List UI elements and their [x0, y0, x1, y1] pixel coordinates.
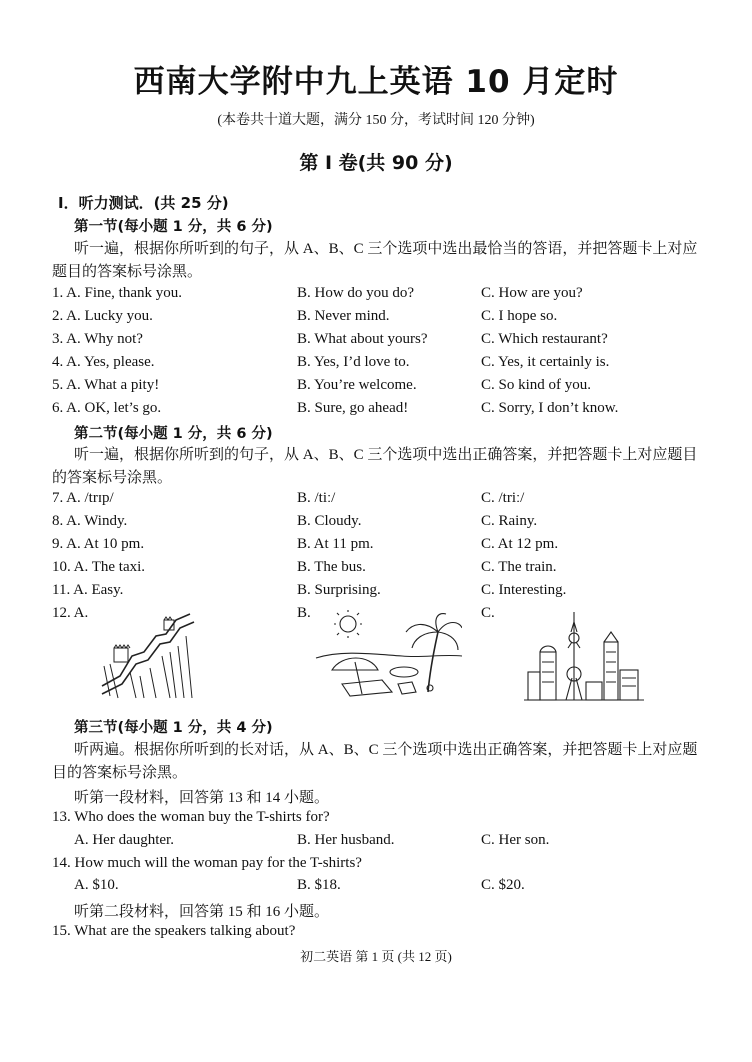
q5-option-c: C. So kind of you.: [481, 377, 592, 393]
exam-subtitle: (本卷共十道大题，满分 150 分，考试时间 120 分钟): [217, 113, 535, 128]
q8-option-b: B. Cloudy.: [297, 513, 362, 529]
q1-option-b: B. How do you do?: [297, 285, 415, 301]
q7-option-a: 7. A. /trɪp/: [52, 490, 114, 506]
q7-option-c: C. /triː/: [481, 490, 525, 506]
q10-option-b: B. The bus.: [297, 559, 366, 575]
q11-option-b: B. Surprising.: [297, 582, 381, 598]
material1-note: 听第一段材料，回答第 13 和 14 小题。: [74, 790, 330, 806]
q9-option-b: B. At 11 pm.: [297, 536, 374, 552]
material2-note: 听第二段材料，回答第 15 和 16 小题。: [74, 904, 330, 920]
q2-option-c: C. I hope so.: [481, 308, 558, 324]
q9-option-a: 9. A. At 10 pm.: [52, 536, 145, 552]
q3-option-c: C. Which restaurant?: [481, 331, 608, 347]
q3-option-a: 3. A. Why not?: [52, 331, 143, 347]
q13-option-c: C. Her son.: [481, 832, 550, 848]
q9-option-c: C. At 12 pm.: [481, 536, 559, 552]
q12-option-a: 12. A.: [52, 605, 89, 621]
q2-option-b: B. Never mind.: [297, 308, 390, 324]
q2-option-a: 2. A. Lucky you.: [52, 308, 153, 324]
q1-option-c: C. How are you?: [481, 285, 583, 301]
part1-heading: 第一节(每小题 1 分，共 6 分): [74, 219, 273, 235]
q14-option-a: A. $10.: [74, 877, 119, 893]
q13-option-a: A. Her daughter.: [74, 832, 174, 848]
part2-heading: 第二节(每小题 1 分，共 6 分): [74, 426, 273, 442]
q5-option-b: B. You’re welcome.: [297, 377, 417, 393]
q14-stem: 14. How much will the woman pay for the T-shirts?: [52, 855, 362, 871]
q13-option-b: B. Her husband.: [297, 832, 395, 848]
q6-option-b: B. Sure, go ahead!: [297, 400, 409, 416]
q13-stem: 13. Who does the woman buy the T-shirts for?: [52, 809, 330, 825]
section-heading-listening: I．听力测试．(共 25 分): [58, 194, 229, 212]
part2-instruction: 听一遍，根据你所听到的句子，从 A、B、C 三个选项中选出正确答案，并把答题卡上对应题目的答案标号涂黑。: [52, 447, 698, 486]
great-wall-picture: [100, 606, 198, 700]
q11-option-c: C. Interesting.: [481, 582, 567, 598]
page-footer: 初二英语 第 1 页 (共 12 页): [300, 949, 452, 964]
q5-option-a: 5. A. What a pity!: [52, 377, 160, 393]
q10-option-c: C. The train.: [481, 559, 557, 575]
q3-option-b: B. What about yours?: [297, 331, 428, 347]
q6-option-a: 6. A. OK, let’s go.: [52, 400, 162, 416]
q4-option-b: B. Yes, I’d love to.: [297, 354, 410, 370]
q1-option-a: 1. A. Fine, thank you.: [52, 285, 182, 301]
q4-option-a: 4. A. Yes, please.: [52, 354, 155, 370]
q4-option-c: C. Yes, it certainly is.: [481, 354, 610, 370]
part3-instruction: 听两遍。根据你所听到的长对话，从 A、B、C 三个选项中选出正确答案，并把答题卡上对应题目的答案标号涂黑。: [52, 742, 698, 781]
volume-heading: 第 I 卷(共 90 分): [299, 152, 453, 174]
q15-stem: 15. What are the speakers talking about?: [52, 923, 296, 939]
q8-option-a: 8. A. Windy.: [52, 513, 128, 529]
q14-option-c: C. $20.: [481, 877, 525, 893]
beach-picture: [312, 610, 462, 702]
q11-option-a: 11. A. Easy.: [52, 582, 124, 598]
page-title: 西南大学附中九上英语 10 月定时: [133, 64, 619, 100]
q6-option-c: C. Sorry, I don’t know.: [481, 400, 619, 416]
part1-instruction: 听一遍，根据你所听到的句子，从 A、B、C 三个选项中选出最恰当的答语，并把答题卡上对应题目的答案标号涂黑。: [52, 241, 698, 280]
q14-option-b: B. $18.: [297, 877, 341, 893]
q12-option-b: B.: [297, 605, 311, 621]
q8-option-c: C. Rainy.: [481, 513, 538, 529]
part3-heading: 第三节(每小题 1 分，共 4 分): [74, 720, 273, 736]
q10-option-a: 10. A. The taxi.: [52, 559, 146, 575]
q12-option-c: C.: [481, 605, 495, 621]
q7-option-b: B. /tiː/: [297, 490, 336, 506]
city-skyline-picture: [524, 612, 644, 702]
